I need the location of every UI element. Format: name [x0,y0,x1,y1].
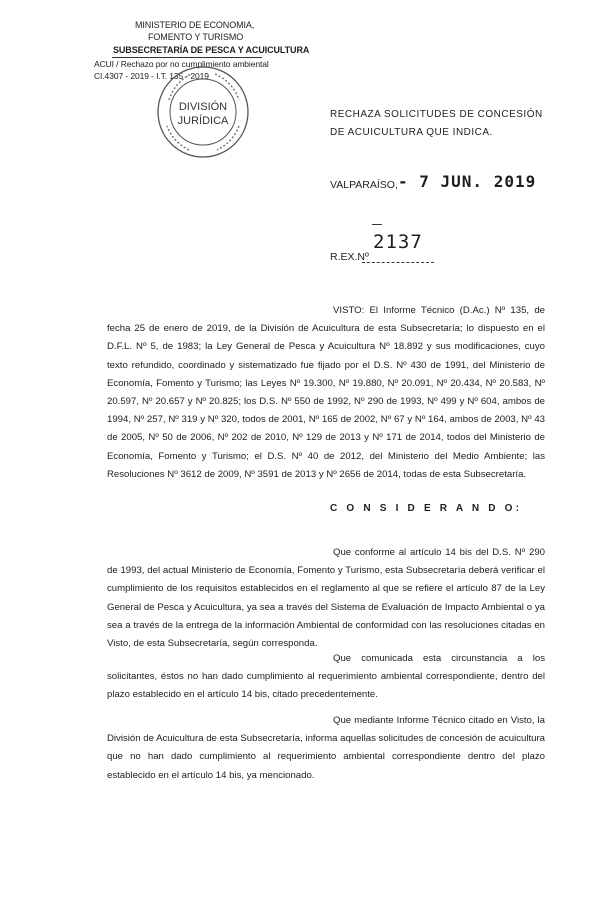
seal-text-line-2: JURÍDICA [177,115,229,127]
seal-stamp-icon [155,64,251,160]
place-label: VALPARAÍSO, [330,179,398,191]
considerando-text-1: Que conforme al artículo 14 bis del D.S. Nº 290 de 1993, del actual Ministerio de Economía, Fomento y Turismo, esta Subsecretaría deberá verificar el cumplimiento de los requisitos establecidos en el reglamento al que se refiere el artículo 87 de la Ley General de Pesca y Acuicultura, ya sea a través del Sistema de Evaluación de Impacto Ambiental o ya sea a través de la entrega de la información Ambiental de conformidad con las resoluciones citadas en Visto, de esta Subsecretaría, según corresponda. [107,547,545,650]
header-underline [112,57,262,58]
resolution-number: 2137 [373,231,423,253]
considerando-text-3: Que mediante Informe Técnico citado en Visto, la División de Acuicultura de esta Subsecretaría, informa aquellas solicitudes de concesión de acuicultura que no han dado cumplimiento al requerimiento ambiental correspondiente dentro del plazo establecido en el artículo 14 bis, ya mencionado. [107,715,545,781]
considerando-paragraph-3 [107,712,545,785]
rex-label: R.EX.Nº [330,251,369,263]
visto-lead: VISTO: [333,305,365,316]
ministry-line-2: FOMENTO Y TURISMO [148,32,244,42]
rex-number-underline [362,262,434,263]
visto-text: El Informe Técnico (D.Ac.) Nº 135, de fecha 25 de enero de 2019, de la División de Acuicultura de esta Subsecretaría; lo dispuesto en el D.F.L. Nº 5, de 1983; la Ley General de Pesca y Acuicultura Nº 18.892 y sus modificaciones, cuyo texto refundido, coordinado y sistematizado fue fijado por el D.S. Nº 430 de 1991, del Ministerio de Economía, Fomento y Turismo; las Leyes Nº 19.300, Nº 19.880, Nº 20.091, Nº 20.434, Nº 20.583, Nº 20.597, Nº 20.657 y Nº 20.825; los D.S. Nº 550 de 1992, Nº 290 de 1993, Nº 499 y Nº 604, ambos de 1994, Nº 257, Nº 319 y Nº 320, todos de 2001, Nº 165 de 2002, Nº 67 y Nº 164, ambos de 2003, Nº 43 de 2005, Nº 50 de 2006, Nº 202 de 2010, Nº 129 de 2013 y Nº 171 de 2014, todos del Ministerio de Economía, Fomento y Turismo; el D.S. Nº 40 de 2012, del Ministerio del Medio Ambiente; las Resoluciones Nº 3612 de 2009, Nº 3591 de 2013 y Nº 2656 de 2014, todas de esta Subsecretaría. [107,305,545,480]
reference-line-2: CI.4307 - 2019 - I.T. 135 - 2019 [94,71,209,81]
subsecretaria-name: SUBSECRETARÍA DE PESCA Y ACUICULTURA [113,45,310,55]
visto-paragraph [107,302,545,484]
date-stamp: - 7 JUN. 2019 [398,172,537,191]
seal-text-line-1: DIVISIÓN [178,101,228,113]
considerando-heading: C O N S I D E R A N D O: [330,503,523,514]
division-juridica-seal [155,64,251,160]
considerando-paragraph-1 [107,544,545,653]
rex-dash-mark [372,224,382,225]
ministry-line-1: MINISTERIO DE ECONOMIA, [135,20,255,30]
considerando-paragraph-2 [107,650,545,705]
reference-line-1: ACUI / Rechazo por no cumplimiento ambiental [94,59,269,69]
resolution-title: RECHAZA SOLICITUDES DE CONCESIÓN DE ACUICULTURA QUE INDICA. [330,109,543,138]
considerando-text-2: Que comunicada esta circunstancia a los solicitantes, éstos no han dado cumplimiento al requerimiento ambiental correspondiente, dentro del plazo establecido en el artículo 14 bis, citado precedentemente. [107,653,545,701]
